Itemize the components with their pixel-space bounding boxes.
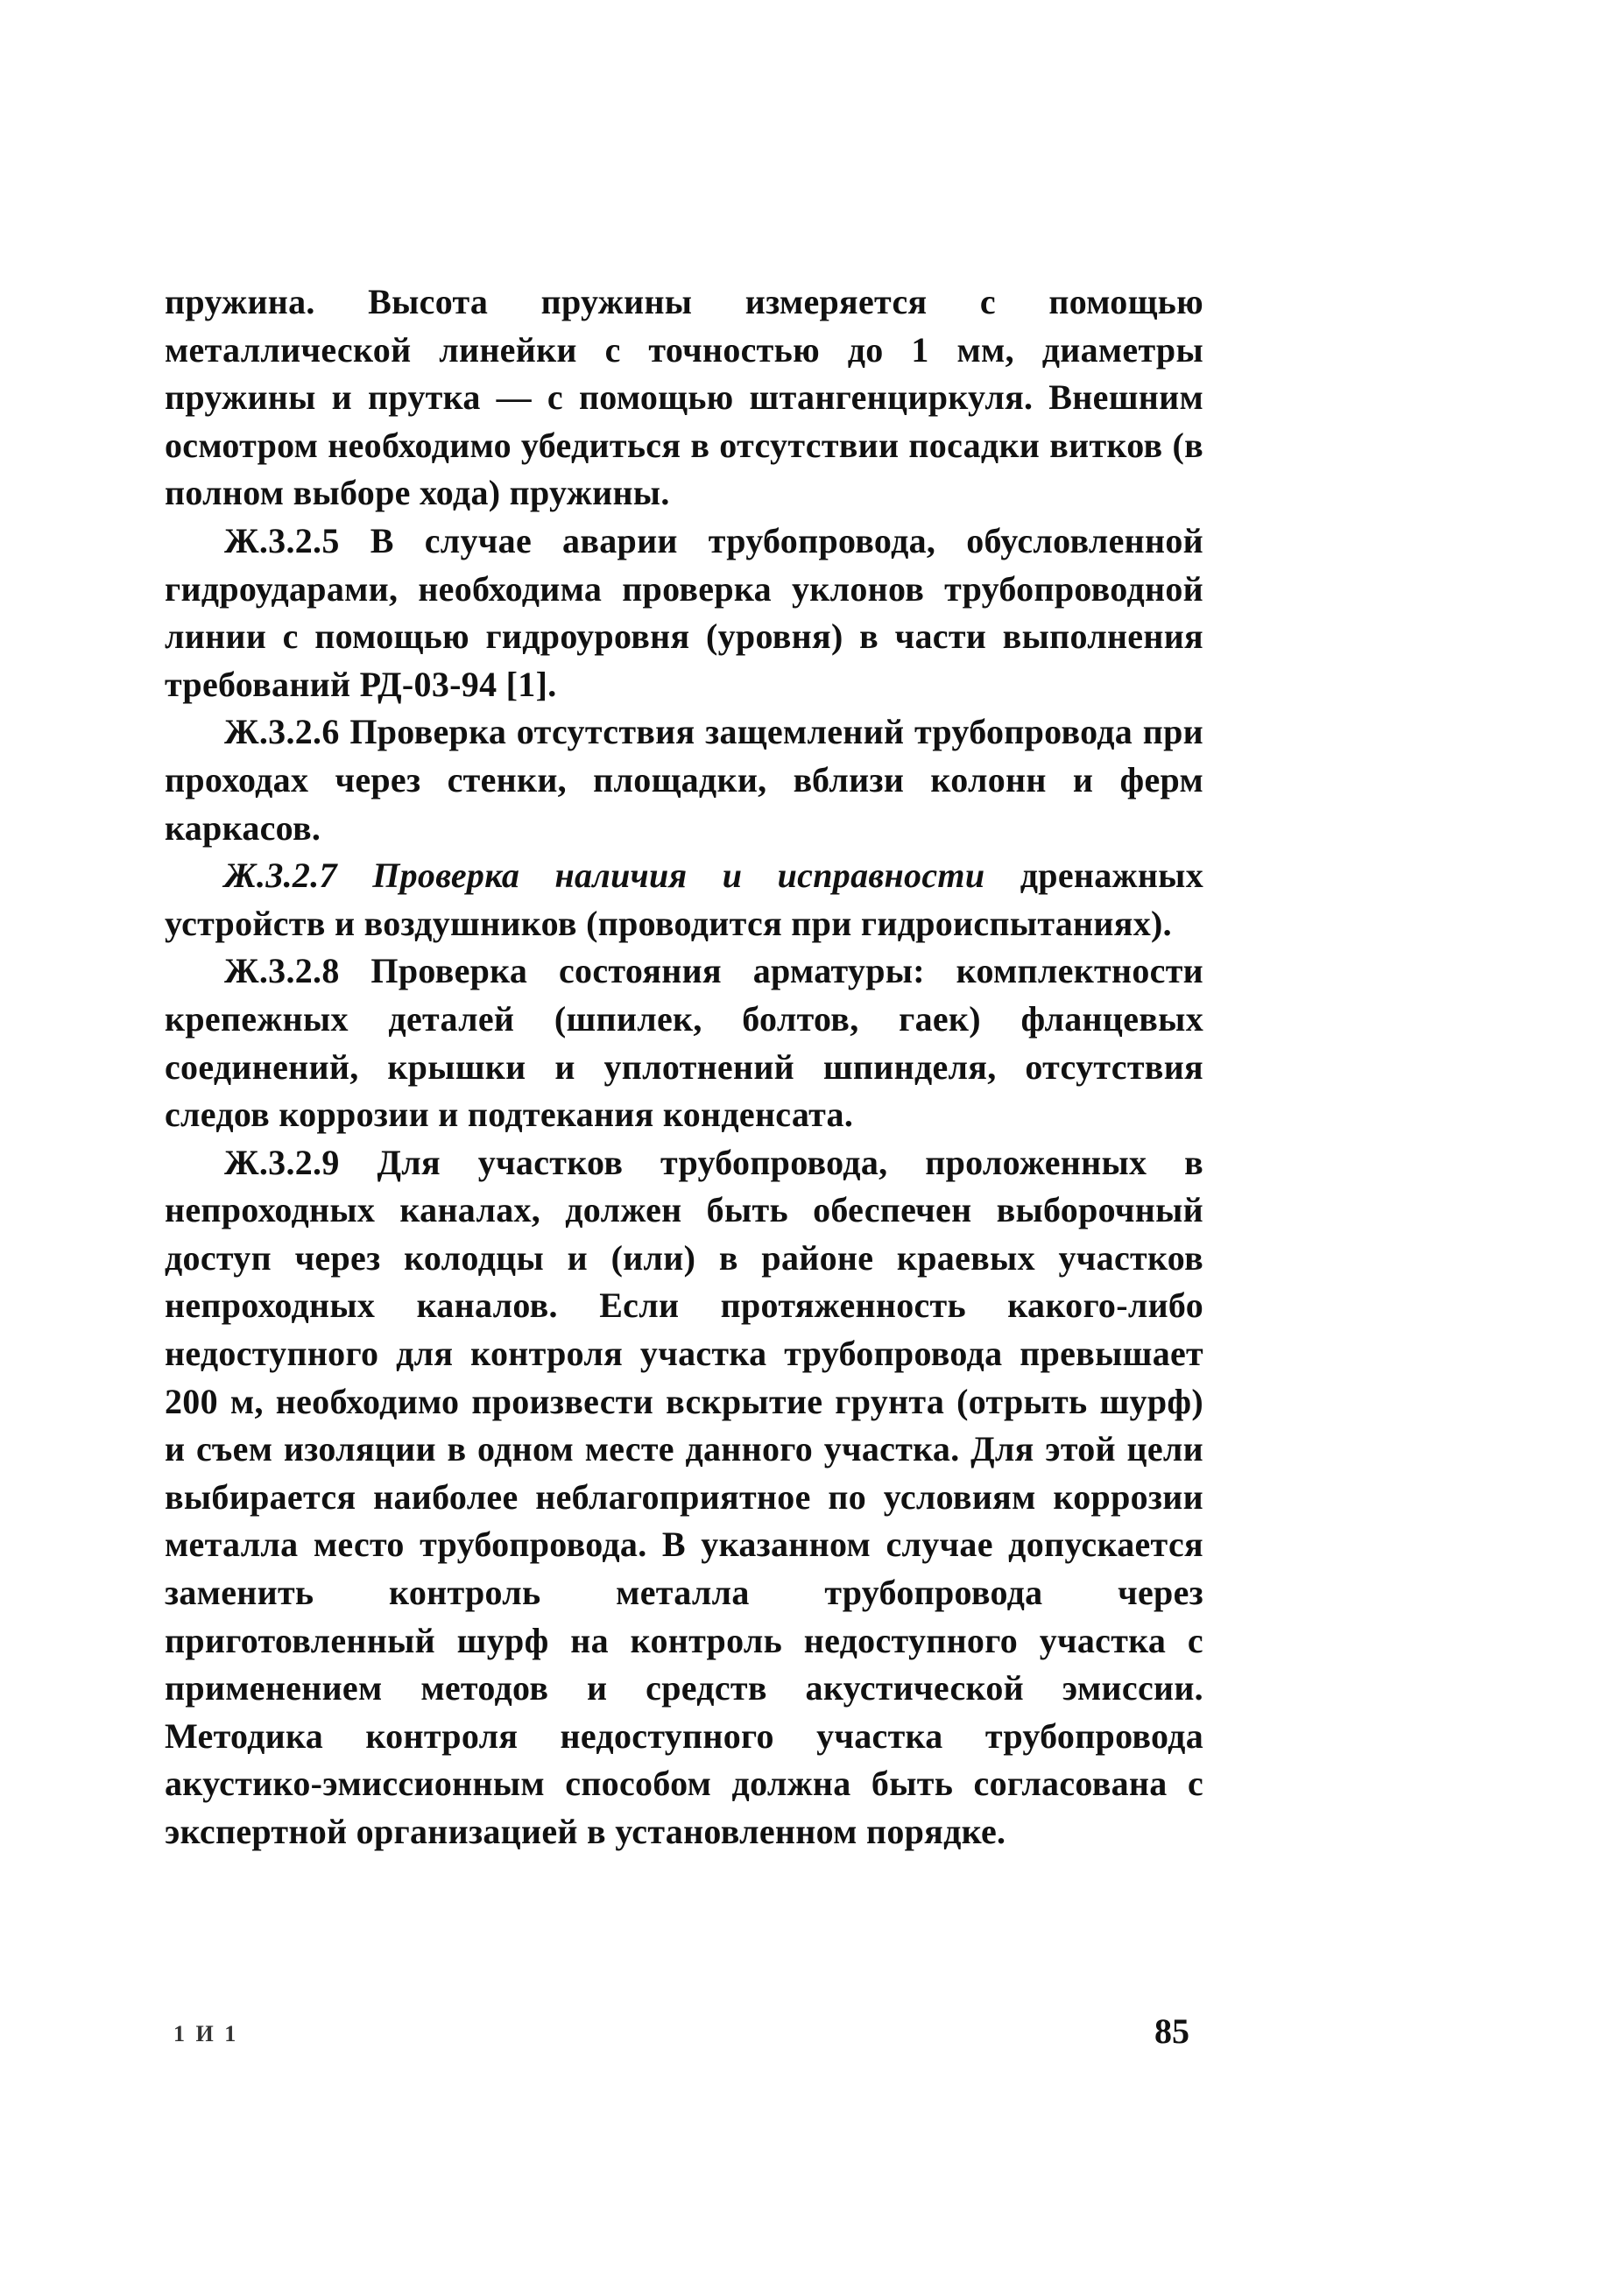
clause-number: Ж.3.2.8 — [224, 951, 340, 991]
paragraph-continuation — [165, 278, 1203, 518]
body-text — [165, 278, 1203, 1856]
page-number: 85 — [1154, 2011, 1189, 2051]
clause-number: Ж.3.2.6 — [224, 712, 340, 752]
paragraph-text: дренажных устройств и воздушников (проводится при гидроиспытаниях). — [165, 856, 1203, 943]
paragraph-italic-text: Проверка наличия и исправности — [372, 856, 985, 896]
paragraph-text: пружина. Высота пружины измеряется с помощью металлической линейки с точностью до 1 мм, диаметры пружины и прутка — с помощью штангенциркуля. Внешним осмотром необходимо убедиться в отсутствии посадки витков (в полном выборе хода) пружины. — [165, 282, 1203, 513]
paragraph-zh-3-2-5 — [165, 518, 1203, 708]
paragraph-zh-3-2-8 — [165, 947, 1203, 1138]
paragraph-text: В случае аварии трубопровода, обусловленной гидроударами, необходима проверка уклонов трубопроводной линии с помощью гидроуровня (уровня) в части выполнения требований РД-03-94 [1]. — [165, 520, 1203, 704]
paragraph-text: Проверка отсутствия защемлений трубопровода при проходах через стенки, площадки, вблизи колонн и ферм каркасов. — [165, 712, 1203, 848]
paragraph-zh-3-2-9 — [165, 1139, 1203, 1856]
clause-number: Ж.3.2.9 — [224, 1142, 340, 1182]
footer-mark: 1 И 1 — [173, 2021, 239, 2046]
clause-number: Ж.3.2.7 — [224, 856, 337, 896]
clause-number: Ж.3.2.5 — [224, 520, 340, 560]
paragraph-zh-3-2-7 — [165, 852, 1203, 947]
paragraph-text: Для участков трубопровода, проложенных в непроходных каналах, должен быть обеспечен выборочный доступ через колодцы и (или) в районе краевых участков непроходных каналов. Если протяженность какого-либо недоступного для контроля участка трубопровода превышает 200 м, необходимо произвести вскрытие грунта (отрыть шурф) и съем изоляции в одном месте данного участка. Для этой цели выбирается наиболее неблагоприятное по условиям коррозии металла место трубопровода. В указанном случае допускается заменить контроль металла трубопровода через приготовленный шурф на контроль недоступного участка с применением методов и средств акустической эмиссии. Методика контроля недоступного участка трубопровода акустико-эмиссионным способом должна быть согласована с экспертной организацией в установленном порядке. — [165, 1142, 1203, 1851]
paragraph-zh-3-2-6 — [165, 708, 1203, 852]
paragraph-text: Проверка состояния арматуры: комплектности крепежных деталей (шпилек, болтов, гаек) фланцевых соединений, крышки и уплотнений шпинделя, отсутствия следов коррозии и подтекания конденсата. — [165, 951, 1203, 1135]
